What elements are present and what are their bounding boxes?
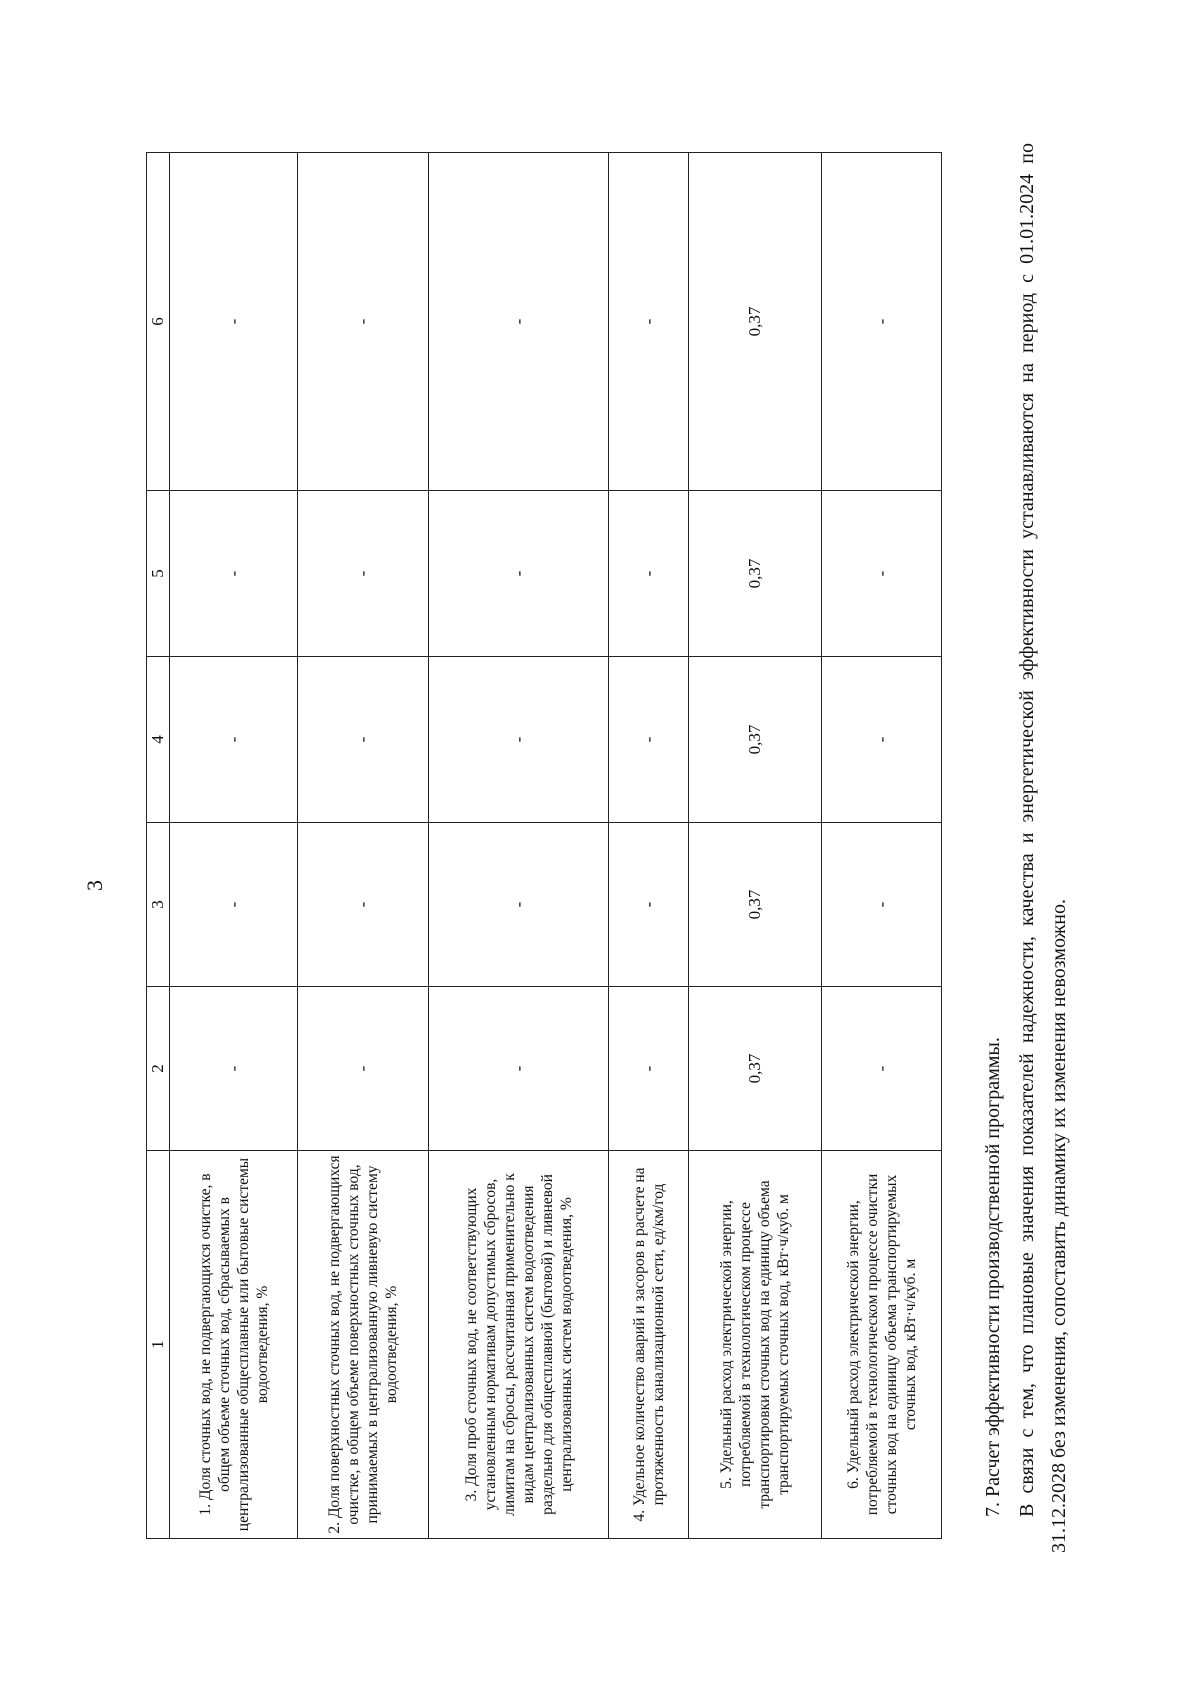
value-cell: -: [298, 823, 429, 987]
value-cell: -: [298, 987, 429, 1151]
page-number: 3: [82, 880, 107, 891]
value-cell: -: [822, 491, 942, 657]
column-header: 2: [147, 987, 170, 1151]
value-cell: -: [298, 153, 429, 491]
value-cell: 0,37: [689, 987, 822, 1151]
table-row: [298, 153, 429, 1539]
value-cell: -: [298, 657, 429, 823]
value-cell: -: [170, 823, 298, 987]
value-cell: -: [429, 491, 609, 657]
column-header: 4: [147, 657, 170, 823]
table-row: [429, 153, 609, 1539]
value-cell: -: [429, 153, 609, 491]
value-cell: -: [822, 153, 942, 491]
value-cell: -: [429, 823, 609, 987]
value-cell: -: [609, 657, 689, 823]
value-cell: 0,37: [689, 657, 822, 823]
table-row: [689, 153, 822, 1539]
indicator-cell: 2. Доля поверхностных сточных вод, не подвергающихся очистке, в общем объеме поверхностных сточных вод, принимаемых в централизованную ливневую систему водоотведения, %: [298, 1151, 429, 1539]
column-header: 6: [147, 153, 170, 491]
value-cell: -: [822, 987, 942, 1151]
column-header: 5: [147, 491, 170, 657]
value-cell: -: [609, 491, 689, 657]
table-row: [170, 153, 298, 1539]
column-header: 1: [147, 1151, 170, 1539]
table-header-row: [147, 153, 170, 1539]
value-cell: -: [609, 823, 689, 987]
table-row: [609, 153, 689, 1539]
value-cell: 0,37: [689, 153, 822, 491]
value-cell: -: [298, 491, 429, 657]
value-cell: -: [429, 657, 609, 823]
indicator-cell: 1. Доля сточных вод, не подвергающихся очистке, в общем объеме сточных вод, сбрасываемых в централизованные общесплавные или бытовые системы водоотведения, %: [170, 1151, 298, 1539]
value-cell: 0,37: [689, 823, 822, 987]
indicators-table: [146, 152, 942, 1539]
indicator-cell: 4. Удельное количество аварий и засоров в расчете на протяженность канализационной сети, ед/км/год: [609, 1151, 689, 1539]
value-cell: -: [170, 491, 298, 657]
value-cell: -: [822, 823, 942, 987]
value-cell: -: [170, 987, 298, 1151]
value-cell: -: [170, 153, 298, 491]
indicator-cell: 6. Удельный расход электрической энергии, потребляемой в технологическом процессе очистки сточных вод на единицу объема транспортируемых сточных вод, кВт·ч/куб. м: [822, 1151, 942, 1539]
value-cell: -: [170, 657, 298, 823]
column-header: 3: [147, 823, 170, 987]
value-cell: -: [822, 657, 942, 823]
value-cell: 0,37: [689, 491, 822, 657]
value-cell: -: [429, 987, 609, 1151]
table-row: [822, 153, 942, 1539]
value-cell: -: [609, 987, 689, 1151]
value-cell: -: [609, 153, 689, 491]
section-paragraph: В связи с тем, что плановые значения показателей надежности, качества и энергетической эффективности устанавливаются на период с 01.01.2024 по 31.12.2028 без изменения, сопоставить динамику их изменения невозможно.: [1016, 143, 1070, 1553]
section-title: 7. Расчет эффективности производственной программы.: [982, 1037, 1004, 1517]
indicator-cell: 5. Удельный расход электрической энергии, потребляемой в технологическом процессе транспортировки сточных вод на единицу объема транспортируемых сточных вод, кВт·ч/куб. м: [689, 1151, 822, 1539]
indicator-cell: 3. Доля проб сточных вод, не соответствующих установленным нормативам допустимых сбросов, лимитам на сбросы, рассчитанная применительно к видам централизованных систем водоотведения раздельно для общесплавной (бытовой) и ливневой централизованных систем водоотведения, %: [429, 1151, 609, 1539]
